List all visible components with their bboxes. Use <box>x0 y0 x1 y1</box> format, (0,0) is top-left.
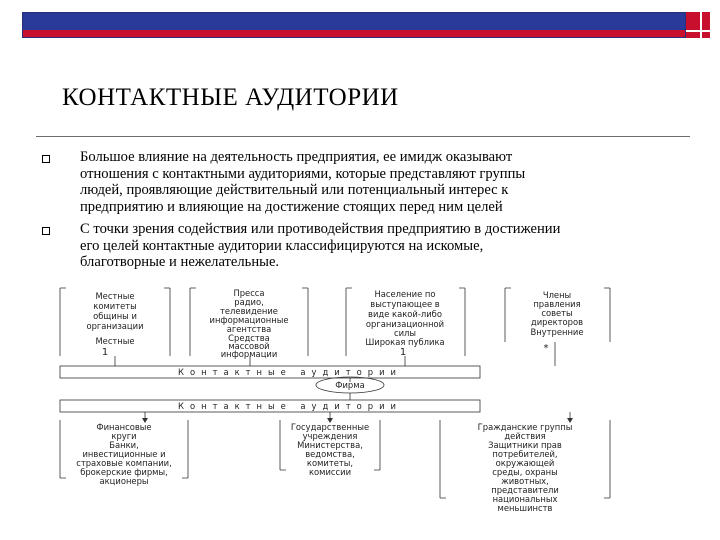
paragraph-line: его целей контактные аудитории классифицируются на искомые, <box>80 237 484 254</box>
top-box-3-line: Широкая публика <box>365 337 445 347</box>
diagram-svg <box>50 282 620 537</box>
header-bar-blue <box>23 13 685 31</box>
top-box-2-line: массовой <box>228 341 270 351</box>
bottom-box-3-line: действия <box>504 431 546 441</box>
bottom-box-1-line: страховые компании, <box>76 458 172 468</box>
top-box-3-line: выступающее в <box>370 299 440 309</box>
top-box-1-tag: 1 <box>101 347 109 358</box>
bottom-box-3-line: окружающей <box>495 458 555 468</box>
paragraph-line: отношения с контактными аудиториями, которые представляют группы <box>80 165 526 182</box>
paragraph-line: предприятию и влияющие на достижение стоящих перед ним целей <box>80 198 503 215</box>
top-box-2-line: информационные <box>209 315 289 325</box>
bottom-box-1-line: круги <box>111 431 137 441</box>
bottom-box-3-line: представители <box>491 485 559 495</box>
bottom-box-1-line: Финансовые <box>96 422 152 432</box>
top-box-2-line: Пресса <box>233 288 265 298</box>
bottom-box-1-line: инвестиционные и <box>82 449 166 459</box>
top-box-3-tag: 1 <box>399 347 407 358</box>
bottom-box-3-line: среды, охраны <box>492 467 558 477</box>
header-bar-red <box>23 30 685 37</box>
top-box-4-tag: * <box>543 343 549 354</box>
paragraph-line: благотворные и нежелательные. <box>80 254 280 270</box>
lower-label: Контактные аудитории <box>178 401 402 411</box>
bottom-box-1-line: акционеры <box>99 476 149 486</box>
bottom-box-3-line: меньшинств <box>497 503 553 513</box>
bottom-box-2-line: Государственные <box>290 422 370 432</box>
top-box-3-line: организационной <box>365 319 445 329</box>
bottom-box-1-line: Банки, <box>109 440 139 450</box>
top-box-2-line: Средства <box>228 333 270 343</box>
top-box-2-line: телевидение <box>220 306 278 316</box>
bottom-box-3-line: Защитники прав <box>488 440 562 450</box>
middle-label: Контактные аудитории <box>178 367 402 377</box>
top-box-3-line: Население по <box>374 289 436 299</box>
top-box-1-line: Местные <box>95 336 135 346</box>
top-box-4-line: Внутренние <box>530 327 584 337</box>
bottom-box-2-line: ведомства, <box>305 449 355 459</box>
slide-title: КОНТАКТНЫЕ АУДИТОРИИ <box>62 84 399 111</box>
top-box-2-line: радио, <box>234 297 264 307</box>
top-box-2-line: информации <box>220 349 278 359</box>
paragraph-line: С точки зрения содействия или противодействия предприятию в достижении <box>80 221 561 237</box>
bottom-box-3-line: животных, <box>501 476 549 486</box>
top-box-2-line: агентства <box>226 324 272 334</box>
top-box-3-line: виде какой-либо <box>368 309 442 319</box>
bullet-square-icon <box>42 155 50 163</box>
bottom-box-2-line: комитеты, <box>306 458 354 468</box>
bullet-paragraph-1 <box>80 149 708 215</box>
bottom-box-3-line: потребителей, <box>492 449 558 459</box>
header-corner-decoration <box>686 12 710 38</box>
top-box-4-line: правления <box>533 299 581 309</box>
top-box-1-line: организации <box>86 321 144 331</box>
top-box-4-line: директоров <box>530 317 584 327</box>
bottom-box-2-line: Министерства, <box>297 440 363 450</box>
bottom-box-2-line: комиссии <box>308 467 352 477</box>
top-box-4-line: советы <box>541 308 573 318</box>
top-box-3-line: силы <box>393 328 417 338</box>
center-label: Фирма <box>335 380 365 390</box>
bullet-paragraph-2 <box>80 221 708 271</box>
bullet-square-icon <box>42 227 50 235</box>
paragraph-line: людей, проявляющие действительный или потенциальный интерес к <box>80 182 509 198</box>
bottom-box-3-line: Гражданские группы <box>477 422 573 432</box>
top-box-1-line: общины и <box>93 311 137 321</box>
bottom-box-3-line: национальных <box>492 494 558 504</box>
top-box-1-line: Местные <box>95 291 135 301</box>
paragraph-line: Большое влияние на деятельность предприятия, ее имидж оказывают <box>80 149 513 165</box>
title-divider <box>36 136 690 137</box>
top-box-4-line: Члены <box>542 290 572 300</box>
bottom-box-2-line: учреждения <box>302 431 358 441</box>
bottom-box-1-line: брокерские фирмы, <box>80 467 168 477</box>
header-bar <box>22 12 686 38</box>
contact-audiences-diagram <box>50 282 620 537</box>
top-box-1-line: комитеты <box>93 301 137 311</box>
